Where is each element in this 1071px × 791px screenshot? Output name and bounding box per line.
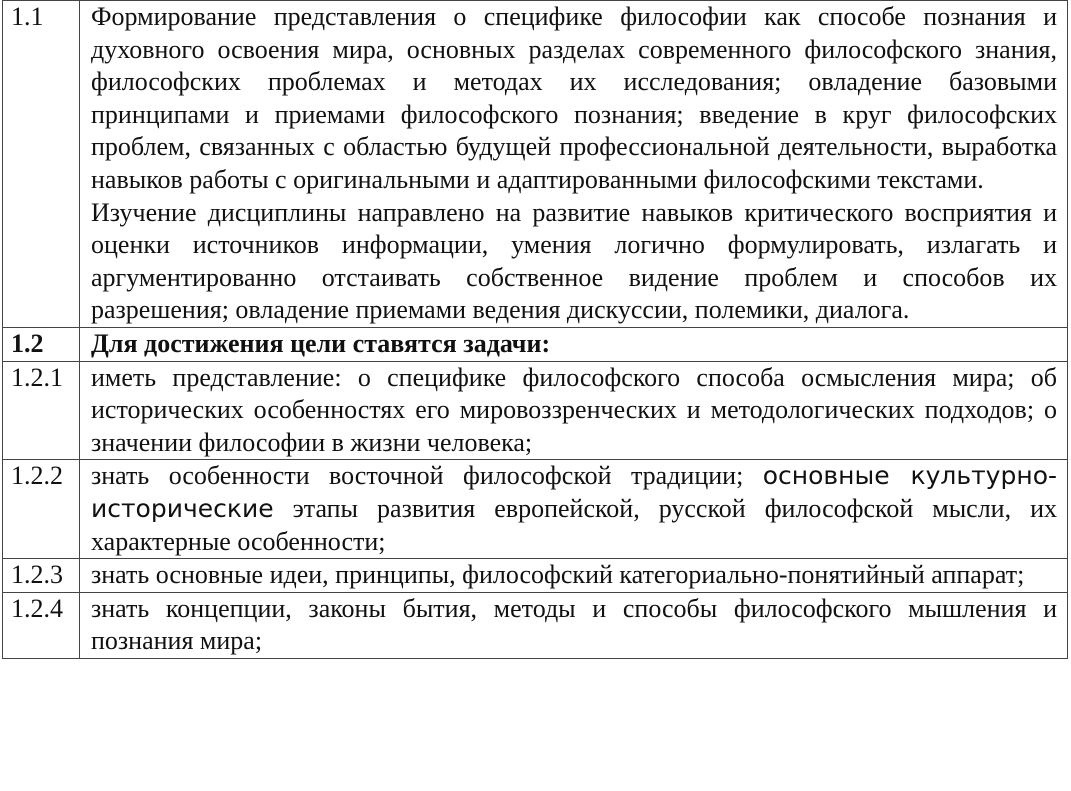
row-number: 1.2.4	[3, 592, 80, 658]
table-row	[3, 592, 1068, 658]
row-text: иметь представление: о специфике философского способа осмысления мира; об исторических особенностях его мировоззренческих и методологических подходов; о значении философии в жизни человека;	[80, 361, 1068, 460]
row-number: 1.1	[3, 1, 80, 328]
row-text	[80, 1, 1068, 328]
table-row	[3, 1, 1068, 328]
paragraph: Формирование представления о специфике философии как способе познания и духовного освоения мира, основных разделах современного философского знания, философских проблемах и методах их исследования; овладение базовыми принципами и приемами философского познания; введение в круг философских проблем, связанных с областью будущей профессиональной деятельности, выработка навыков работы с оригинальными и адаптированными философскими текстами.	[91, 2, 1057, 194]
row-text-part: основные культурно-исторические	[91, 461, 1058, 523]
row-number: 1.2.3	[3, 559, 80, 593]
row-text-part: этапы развития европейской, русской философской мысли, их характерные особенности;	[91, 493, 1058, 556]
row-number: 1.2	[3, 327, 80, 361]
row-text-part: знать особенности восточной философской традиции;	[91, 461, 744, 491]
row-text	[80, 460, 1068, 559]
row-number: 1.2.1	[3, 361, 80, 460]
table-row	[3, 460, 1068, 559]
table-row	[3, 361, 1068, 460]
table-row	[3, 327, 1068, 361]
paragraph: Изучение дисциплины направлено на развитие навыков критического восприятия и оценки источников информации, умения логично формулировать, излагать и аргументированно отстаивать собственное видение проблем и способов их разрешения; овладение приемами ведения дискуссии, полемики, диалога.	[91, 197, 1057, 325]
objectives-table	[2, 0, 1068, 659]
row-text: знать основные идеи, принципы, философский категориально-понятийный аппарат;	[80, 559, 1068, 593]
table-row	[3, 559, 1068, 593]
row-text: знать концепции, законы бытия, методы и способы философского мышления и познания мира;	[80, 592, 1068, 658]
row-text: Для достижения цели ставятся задачи:	[80, 327, 1068, 361]
row-number: 1.2.2	[3, 460, 80, 559]
